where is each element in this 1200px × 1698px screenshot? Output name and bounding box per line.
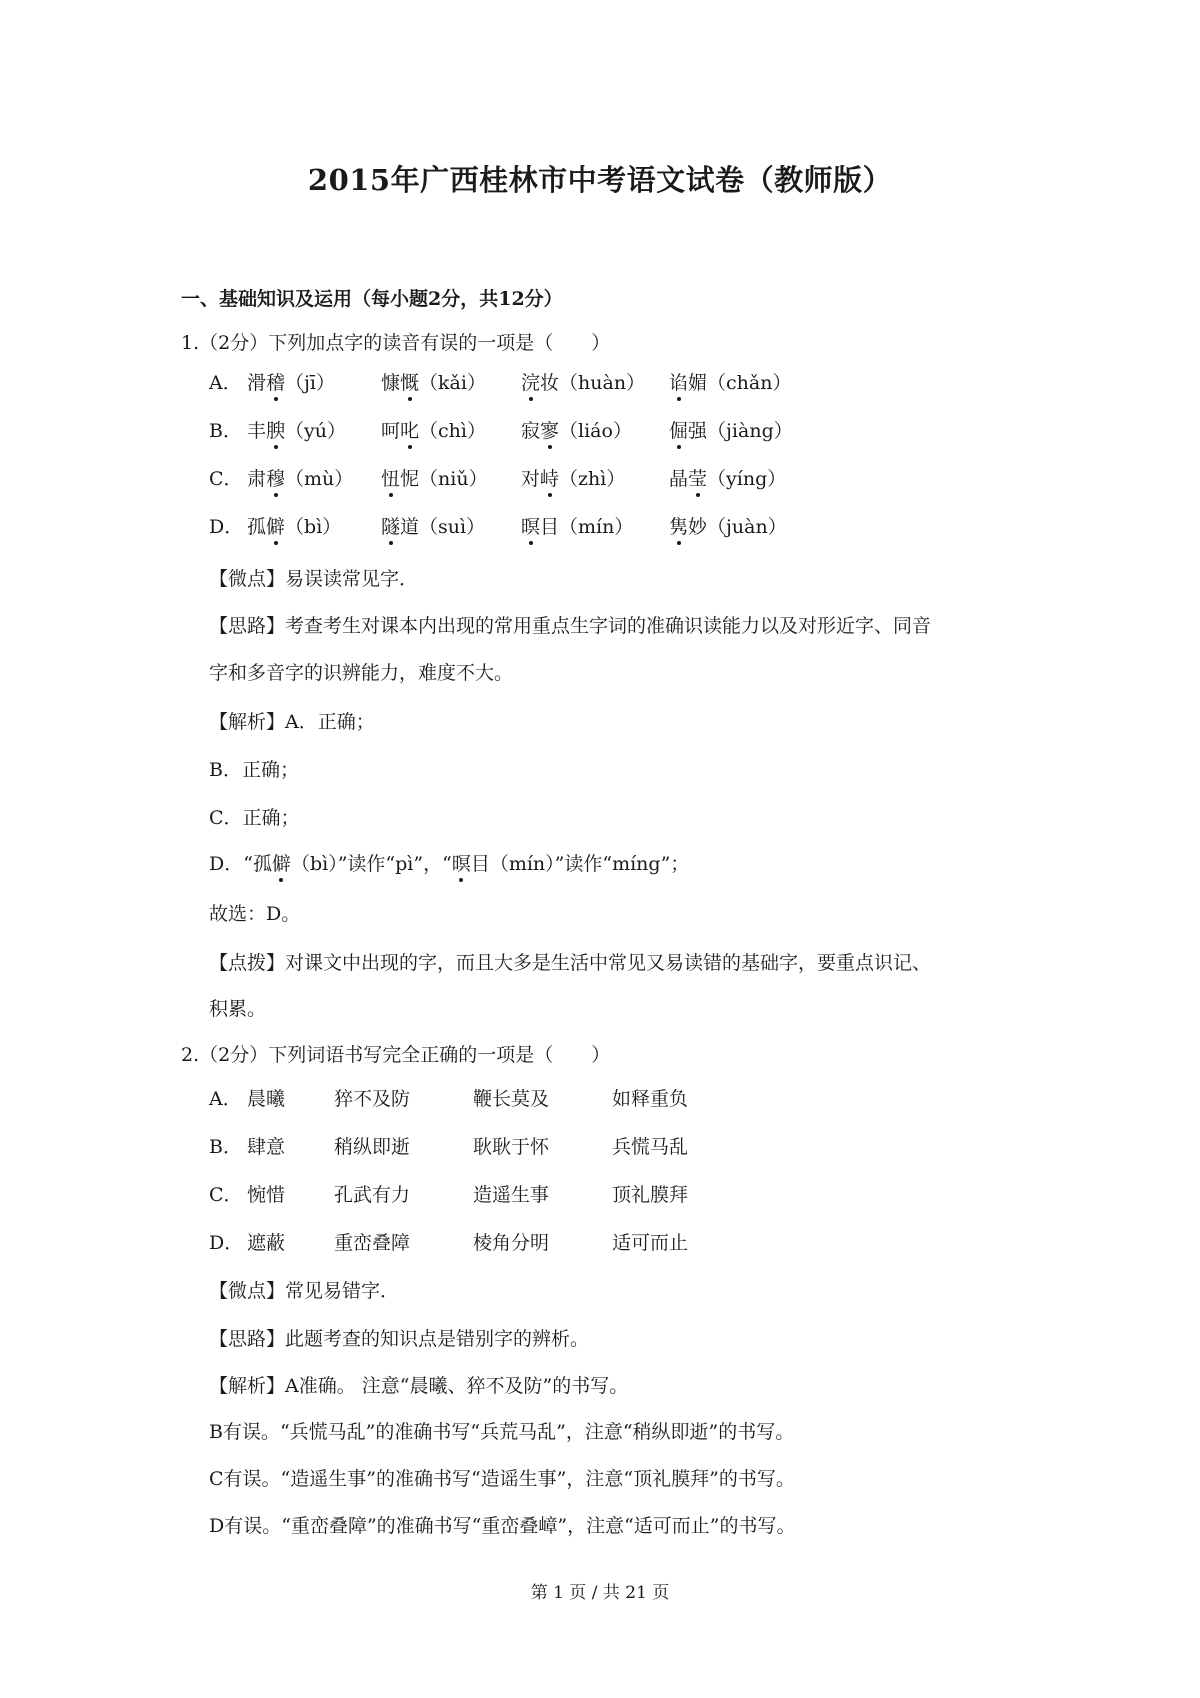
item-pre: 慷: [381, 372, 401, 394]
q1-option-item: [381, 515, 485, 539]
q2-option-label: C．: [209, 1184, 243, 1206]
item-post: 强: [688, 420, 708, 442]
item-pin: （kǎi）: [419, 372, 486, 394]
page-footer: 第 1 页 / 共 21 页: [530, 1583, 670, 1603]
q2-option-word: 造遥生事: [473, 1184, 550, 1206]
q2-option-word: 惋惜: [247, 1184, 286, 1206]
q2-jiexi-b: B有误。“兵慌马乱”的准确书写“兵荒马乱”，注意“稍纵即逝”的书写。: [209, 1421, 795, 1443]
item-pin: （yú）: [285, 420, 347, 442]
item-pin: （jī）: [285, 372, 335, 394]
item-post: 怩: [400, 468, 420, 490]
q1-option-item: [521, 371, 645, 395]
dotted-char: 倔: [669, 420, 689, 442]
q1-option-item: [381, 419, 486, 443]
q1-option-item: [381, 371, 486, 395]
q1-option-label: A．: [209, 372, 242, 394]
item-pin: （niǔ）: [419, 468, 488, 490]
q1-silu-line2: 字和多音字的识辨能力，难度不大。: [209, 662, 514, 684]
section-heading: 一、基础知识及运用（每小题2分，共12分）: [181, 288, 563, 310]
q1-jiexi-a: 【解析】A．正确；: [209, 711, 375, 733]
item-pin: （juàn）: [707, 516, 787, 538]
q2-option-word: 遮蔽: [247, 1232, 286, 1254]
q2-option-word: 重峦叠障: [334, 1232, 411, 1254]
dotted-char: 莹: [688, 468, 708, 490]
q1-option-label: D．: [209, 516, 244, 538]
item-pin: （yíng）: [707, 468, 787, 490]
q1-option-item: [521, 467, 625, 491]
page-title: 2015年广西桂林市中考语文试卷（教师版）: [307, 163, 893, 197]
dotted-char: 僻: [266, 516, 286, 538]
q1-dianbo-line1: 【点拨】对课文中出现的字，而且大多是生活中常见又易读错的基础字，要重点识记、: [209, 952, 932, 974]
item-pre: 寂: [521, 420, 541, 442]
item-post: 妙: [688, 516, 708, 538]
dotted-char: 忸: [381, 468, 401, 490]
q1-option-item: [521, 419, 632, 443]
dotted-char: 谄: [669, 372, 689, 394]
q1-option-item: [247, 419, 346, 443]
item-post: 妆: [540, 372, 560, 394]
dotted-char: 隧: [381, 516, 401, 538]
dotted-char: 慨: [400, 372, 420, 394]
dotted-char: 叱: [400, 420, 420, 442]
item-pin: （mù）: [285, 468, 354, 490]
dotted-char: 腴: [266, 420, 286, 442]
q1-jiexi-d-part1: D．“孤: [209, 853, 272, 875]
q1-weidian: 【微点】易误读常见字．: [209, 568, 419, 590]
q1-option-item: [669, 515, 787, 539]
dotted-char: 暝: [521, 516, 541, 538]
item-pin: （bì）: [285, 516, 342, 538]
q2-option-label: D．: [209, 1232, 244, 1254]
item-pin: （jiàng）: [707, 420, 793, 442]
item-pin: （chì）: [419, 420, 486, 442]
item-pin: （mín）: [559, 516, 634, 538]
q2-option-word: 如释重负: [612, 1088, 689, 1110]
q1-option-item: [669, 419, 793, 443]
q2-option-word: 兵慌马乱: [612, 1136, 689, 1158]
q1-jiexi-c: C．正确；: [209, 807, 300, 829]
item-pin: （zhì）: [559, 468, 626, 490]
q2-option-word: 肆意: [247, 1136, 286, 1158]
q2-option-label: B．: [209, 1136, 242, 1158]
item-post: 道: [400, 516, 420, 538]
q2-option-word: 耿耿于怀: [473, 1136, 550, 1158]
q2-jiexi-c: C有误。“造遥生事”的准确书写“造谣生事”，注意“顶礼膜拜”的书写。: [209, 1468, 795, 1490]
q1-option-label: C．: [209, 468, 243, 490]
item-pre: 肃: [247, 468, 267, 490]
q2-option-word: 顶礼膜拜: [612, 1184, 689, 1206]
q2-option-word: 棱角分明: [473, 1232, 550, 1254]
q1-option-label: B．: [209, 420, 242, 442]
q1-answer: 故选：D。: [209, 903, 301, 925]
q1-dianbo-line2: 积累。: [209, 998, 267, 1020]
q2-option-word: 鞭长莫及: [473, 1088, 550, 1110]
q1-option-item: [669, 371, 791, 395]
q2-weidian: 【微点】常见易错字．: [209, 1280, 400, 1302]
q2-option-word: 稍纵即逝: [334, 1136, 411, 1158]
q2-jiexi-a: 【解析】A准确。 注意“晨曦、猝不及防”的书写。: [209, 1375, 629, 1397]
q2-option-word: 晨曦: [247, 1088, 286, 1110]
q1-option-item: [247, 467, 353, 491]
q1-jiexi-d-part2: （bì）”读作“pì”，“: [290, 853, 452, 875]
q2-option-word: 孔武有力: [334, 1184, 411, 1206]
q2-option-label: A．: [209, 1088, 242, 1110]
q2-option-word: 猝不及防: [334, 1088, 411, 1110]
q1-silu-line1: 【思路】考查考生对课本内出现的常用重点生字词的准确识读能力以及对形近字、同音: [209, 615, 932, 637]
q1-option-item: [247, 371, 335, 395]
q1-jiexi-d-dotted-char2: 暝: [451, 853, 471, 875]
q2-option-word: 适可而止: [612, 1232, 689, 1254]
item-pre: 呵: [381, 420, 401, 442]
item-pre: 晶: [669, 468, 689, 490]
question-2-stem: 2.（2分）下列词语书写完全正确的一项是（ ）: [181, 1044, 611, 1066]
dotted-char: 隽: [669, 516, 689, 538]
dotted-char: 峙: [540, 468, 560, 490]
question-1-stem: 1.（2分）下列加点字的读音有误的一项是（ ）: [181, 332, 611, 354]
dotted-char: 寥: [540, 420, 560, 442]
q1-option-item: [381, 467, 488, 491]
item-pin: （huàn）: [559, 372, 646, 394]
dotted-char: 稽: [266, 372, 286, 394]
item-pin: （suì）: [419, 516, 486, 538]
item-pin: （chǎn）: [707, 372, 792, 394]
item-pre: 丰: [247, 420, 267, 442]
q1-jiexi-d: [209, 852, 689, 876]
item-pre: 滑: [247, 372, 267, 394]
q1-option-item: [247, 515, 341, 539]
item-pre: 对: [521, 468, 541, 490]
q2-jiexi-d: D有误。“重峦叠障”的准确书写“重峦叠嶂”，注意“适可而止”的书写。: [209, 1515, 796, 1537]
q1-option-item: [521, 515, 633, 539]
item-pin: （liáo）: [559, 420, 632, 442]
item-post: 目: [540, 516, 560, 538]
q1-jiexi-b: B．正确；: [209, 759, 299, 781]
q2-silu: 【思路】此题考查的知识点是错别字的辨析。: [209, 1328, 590, 1350]
q1-option-item: [669, 467, 786, 491]
dotted-char: 浣: [521, 372, 541, 394]
q1-jiexi-d-dotted-char1: 僻: [271, 853, 291, 875]
item-post: 媚: [688, 372, 708, 394]
item-pre: 孤: [247, 516, 267, 538]
dotted-char: 穆: [266, 468, 286, 490]
q1-jiexi-d-part3: 目（mín）”读作“míng”；: [470, 853, 690, 875]
